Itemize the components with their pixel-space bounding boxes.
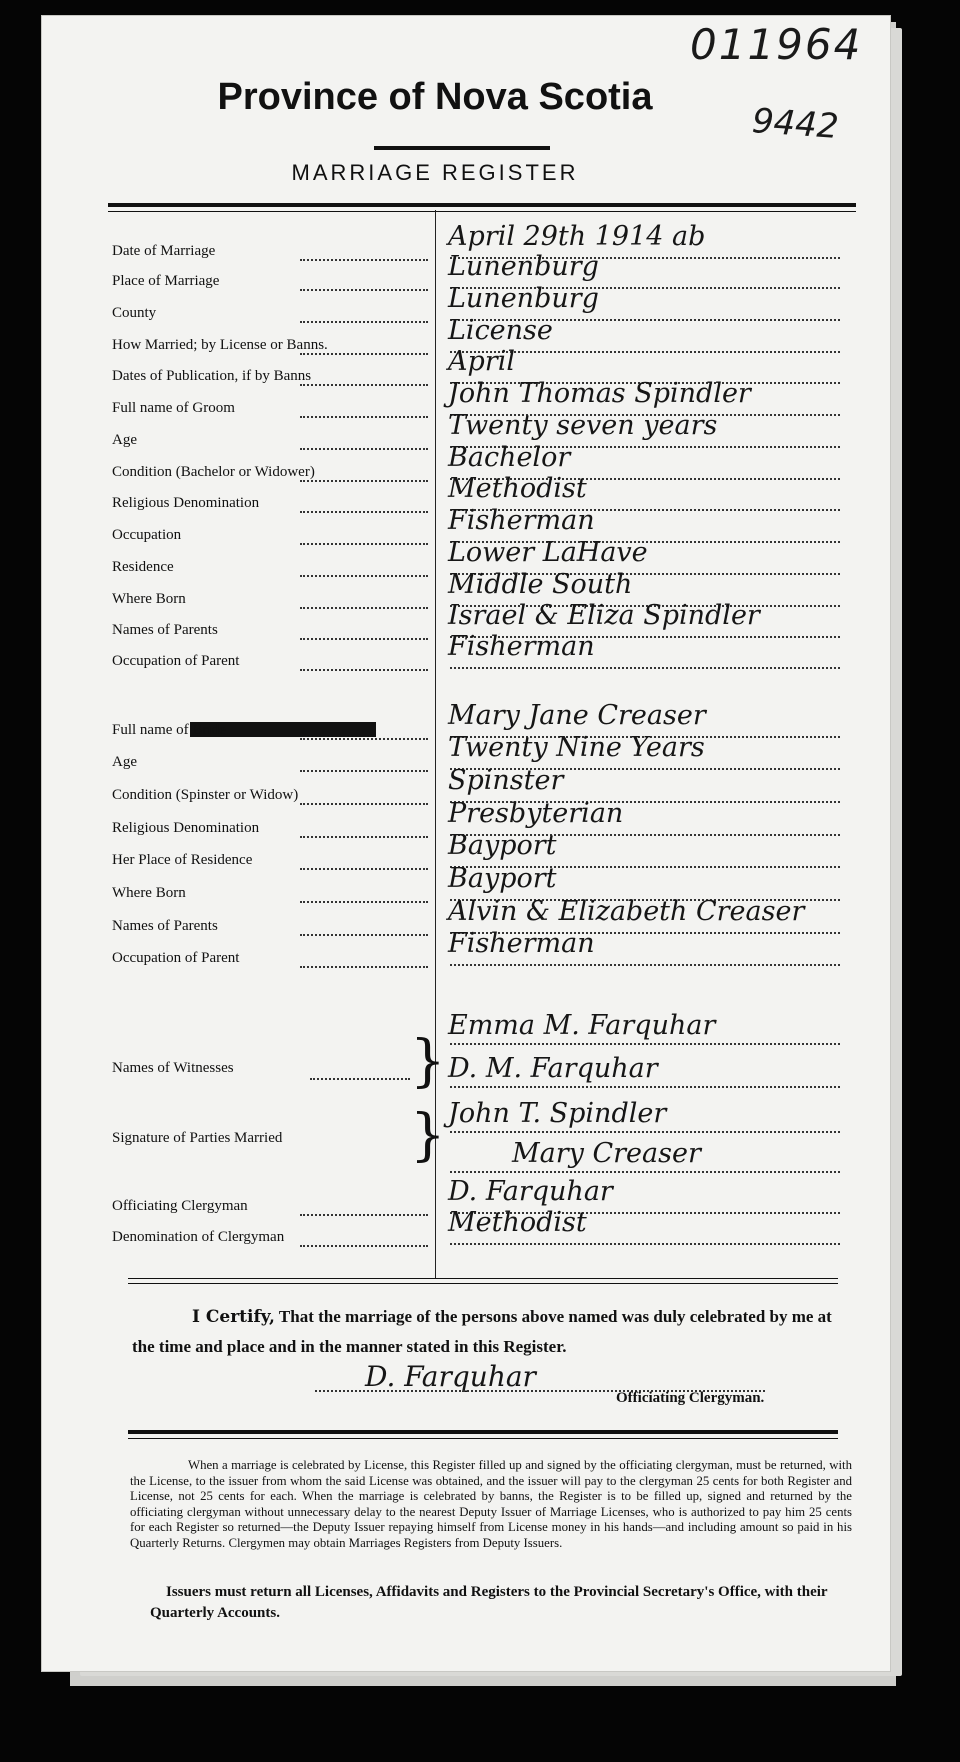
groom-label-dots-0 [300, 259, 428, 261]
certify-signature: D. Farquhar [365, 1360, 536, 1393]
bride-label-5: Where Born [112, 885, 186, 901]
groom-label-dots-13 [300, 669, 428, 671]
groom-label-dots-10 [300, 575, 428, 577]
witness-2-dots [450, 1086, 840, 1088]
clergy-value-0: D. Farquhar [448, 1176, 613, 1207]
groom-label-dots-6 [300, 448, 428, 450]
register-number: 011964 [690, 20, 863, 69]
certify-text: That the marriage of the persons above named was duly celebrated by me at the time and place and in the manner stated in this Register. [132, 1307, 832, 1356]
groom-label-6: Age [112, 432, 137, 448]
clergy-label-dots-1 [300, 1245, 428, 1247]
witness-2: D. M. Farquhar [448, 1053, 658, 1084]
certify-rule-1 [128, 1278, 838, 1279]
witness-1-dots [450, 1043, 840, 1045]
groom-value-7: Bachelor [448, 442, 571, 473]
groom-value-8: Methodist [448, 473, 587, 504]
groom-value-13: Fisherman [448, 631, 595, 662]
document-number: 9442 [750, 101, 840, 147]
groom-label-9: Occupation [112, 527, 182, 543]
certify-role: Officiating Clergyman. [616, 1390, 765, 1406]
bride-value-6: Alvin & Elizabeth Creaser [448, 896, 805, 927]
groom-label-10: Residence [112, 559, 174, 575]
groom-label-4: Dates of Publication, if by Banns [112, 368, 312, 384]
bride-value-7: Fisherman [448, 928, 595, 959]
bride-value-4: Bayport [448, 830, 557, 861]
groom-value-0: April 29th 1914 ab [448, 221, 706, 252]
witnesses-dots [310, 1078, 410, 1080]
groom-label-dots-3 [300, 353, 428, 355]
bride-value-0: Mary Jane Creaser [448, 700, 706, 731]
title-rule [374, 146, 550, 150]
witnesses-brace: } [410, 1029, 446, 1094]
clergy-label-0: Officiating Clergyman [112, 1198, 248, 1214]
license-notice: When a marriage is celebrated by License, this Register filled up and signed by the officiating clergyman, must be returned, with the License, to the issuer from whom the said License was obtained, and the issuer will pay to the clergyman 25 cents for both Register and License, not 25 cents for each. When the marriage is celebrated by banns, the Register is to be filled up, signed and returned by the officiating clergyman without unnecessary delay to the nearest Deputy Issuer of Marriage Licenses, who is authorized to pay him 25 cents for each Register so returned—the Deputy Issuer repaying himself from License money in his hands—and including amount so paid in his Quarterly Returns. Clergymen may obtain Marriages Registers from Deputy Issuers. [130, 1458, 852, 1550]
clergy-value-1: Methodist [448, 1207, 587, 1238]
groom-label-13: Occupation of Parent [112, 653, 240, 669]
groom-label-dots-2 [300, 321, 428, 323]
clergy-label-1: Denomination of Clergyman [112, 1229, 285, 1245]
bride-label-dots-2 [300, 803, 428, 805]
issuers-note: Issuers must return all Licenses, Affidavits and Registers to the Provincial Secretary's Office, with their Quarterly Accounts. [150, 1584, 828, 1621]
header-rule-thin [108, 211, 856, 212]
groom-label-11: Where Born [112, 591, 186, 607]
groom-value-10: Lower LaHave [448, 537, 648, 568]
groom-label-3: How Married; by License or Banns. [112, 337, 328, 353]
groom-value-6: Twenty seven years [448, 410, 718, 441]
bride-label-dots-0 [300, 738, 428, 740]
bride-label-dots-7 [300, 966, 428, 968]
groom-label-dots-1 [300, 289, 428, 291]
groom-label-8: Religious Denomination [112, 495, 260, 511]
groom-label-7: Condition (Bachelor or Widower) [112, 464, 315, 480]
groom-value-2: Lunenburg [448, 283, 599, 314]
notice-rule-thin [128, 1438, 838, 1439]
groom-value-5: John Thomas Spindler [448, 378, 751, 409]
witness-1: Emma M. Farquhar [448, 1010, 716, 1041]
signature-bride-dots [450, 1171, 840, 1173]
groom-value-4: April [448, 346, 515, 377]
groom-label-0: Date of Marriage [112, 243, 216, 259]
signature-groom: John T. Spindler [448, 1098, 667, 1129]
groom-label-1: Place of Marriage [112, 273, 220, 289]
clergy-label-dots-0 [300, 1214, 428, 1216]
bride-label-3: Religious Denomination [112, 820, 260, 836]
bride-label-dots-6 [300, 934, 428, 936]
bride-label-0: Full name of Bride [112, 722, 226, 738]
groom-label-dots-11 [300, 607, 428, 609]
groom-label-2: County [112, 305, 157, 321]
bride-label-dots-5 [300, 901, 428, 903]
bride-label-4: Her Place of Residence [112, 852, 253, 868]
certify-statement [132, 1302, 852, 1361]
certify-lead: I Certify, [192, 1307, 275, 1327]
clergy-value-dots-1 [450, 1243, 840, 1245]
bride-value-1: Twenty Nine Years [448, 732, 705, 763]
bride-value-2: Spinster [448, 765, 564, 796]
groom-label-12: Names of Parents [112, 622, 218, 638]
bride-label-2: Condition (Spinster or Widow) [112, 787, 299, 803]
bride-value-dots-7 [450, 964, 840, 966]
groom-label-dots-9 [300, 543, 428, 545]
groom-value-11: Middle South [448, 569, 633, 600]
bride-label-dots-1 [300, 770, 428, 772]
signatures-label: Signature of Parties Married [112, 1130, 283, 1146]
groom-value-9: Fisherman [448, 505, 595, 536]
groom-value-3: License [448, 315, 553, 346]
groom-label-dots-4 [300, 384, 428, 386]
groom-label-5: Full name of Groom [112, 400, 235, 416]
page-title: Province of Nova Scotia [217, 76, 653, 118]
bride-value-5: Bayport [448, 863, 557, 894]
groom-value-1: Lunenburg [448, 251, 599, 282]
bride-label-6: Names of Parents [112, 918, 218, 934]
header-rule [108, 203, 856, 207]
bride-value-3: Presbyterian [448, 798, 624, 829]
signatures-brace: } [410, 1103, 446, 1168]
certify-rule-2 [128, 1283, 838, 1284]
bride-label-dots-3 [300, 836, 428, 838]
bride-label-dots-4 [300, 868, 428, 870]
groom-label-dots-8 [300, 511, 428, 513]
notice-rule [128, 1430, 838, 1434]
groom-value-12: Israel & Eliza Spindler [448, 600, 760, 631]
groom-label-dots-12 [300, 638, 428, 640]
groom-value-dots-13 [450, 667, 840, 669]
signature-groom-dots [450, 1131, 840, 1133]
bride-label-1: Age [112, 754, 137, 770]
signature-bride: Mary Creaser [512, 1138, 701, 1169]
groom-label-dots-5 [300, 416, 428, 418]
groom-label-dots-7 [300, 480, 428, 482]
witnesses-label: Names of Witnesses [112, 1060, 234, 1076]
bride-label-7: Occupation of Parent [112, 950, 240, 966]
page-subtitle: MARRIAGE REGISTER [291, 160, 579, 185]
